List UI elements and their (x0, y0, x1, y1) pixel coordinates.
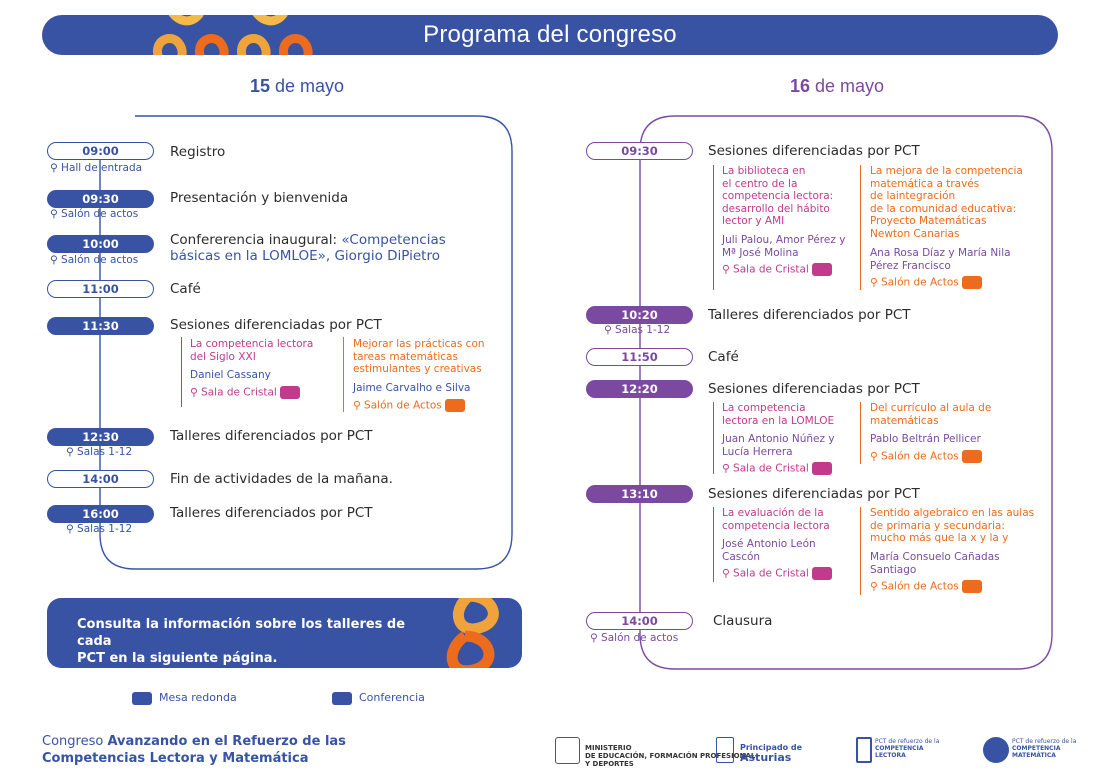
session-title-line: La competencia lectora (190, 338, 314, 350)
location-pin-icon: ⚲ (604, 324, 612, 336)
time-pill: 14:00 (47, 470, 154, 488)
time-pill: 16:00 (47, 505, 154, 523)
location-label (870, 276, 982, 289)
divider (713, 402, 714, 474)
session-title-line: de laintegración (870, 190, 956, 202)
session-title (870, 165, 1023, 240)
logo-line: PCT de refuerzo de la (875, 738, 940, 745)
session-title-line: matemática a través (870, 177, 980, 190)
location-label (50, 208, 138, 220)
round-table-icon (132, 692, 152, 705)
legend-label: Mesa redonda (159, 691, 237, 704)
divider (860, 165, 861, 290)
time-pill: 14:00 (586, 612, 693, 630)
event-title (170, 232, 446, 264)
location-pin-icon: ⚲ (870, 580, 878, 593)
time-pill: 09:30 (47, 190, 154, 208)
location-text: Salón de Actos (364, 399, 442, 412)
time-pill: 11:00 (47, 280, 154, 298)
session-title-line: estimulantes y creativas (353, 363, 482, 375)
session-author (870, 551, 1000, 576)
session-title (190, 338, 313, 363)
location-pin-icon: ⚲ (190, 386, 198, 399)
location-pin-icon: ⚲ (50, 208, 58, 220)
session-title-line: competencia lectora: (722, 190, 834, 202)
location-text: Salón de Actos (881, 580, 959, 593)
session-title-line: el centro de la (722, 177, 798, 190)
location-text: Salas 1-12 (77, 523, 133, 535)
session-title-line: La mejora de la competencia (870, 165, 1023, 177)
location-pin-icon: ⚲ (353, 399, 361, 412)
event-title: Sesiones diferenciadas por PCT (708, 486, 920, 502)
round-table-icon (812, 263, 832, 276)
cta-line: Consulta la información sobre los talleres de cada (77, 617, 406, 649)
location-text: Salón de actos (601, 632, 679, 644)
session-author: Pablo Beltrán Pellicer (870, 433, 981, 445)
asturias-crest-icon (716, 737, 734, 763)
logo-line: Asturias (740, 751, 792, 764)
divider (181, 337, 182, 407)
event-title-highlight: «Competencias (341, 232, 446, 248)
location-text: Salón de actos (61, 254, 139, 266)
location-label (353, 399, 465, 412)
conference-icon (445, 399, 465, 412)
session-author-line: Mª José Molina (722, 246, 799, 259)
logo-line: COMPETENCIA (875, 745, 924, 752)
location-text: Hall de entrada (61, 162, 143, 174)
event-title-highlight: básicas en la LOMLOE», Giorgio DiPietro (170, 248, 440, 264)
session-title-line: La evaluación de la (722, 507, 824, 519)
session-author-line: Santiago (870, 563, 917, 576)
divider (713, 507, 714, 582)
session-title-line: del Siglo XXI (190, 350, 256, 363)
session-title-line: mucho más que la x y la y (870, 532, 1009, 544)
event-title: Sesiones diferenciadas por PCT (708, 143, 920, 159)
session-author-line: María Consuelo Cañadas (870, 551, 1000, 563)
footer-prefix: Congreso (42, 734, 108, 749)
session-title (722, 402, 834, 427)
time-pill: 10:20 (586, 306, 693, 324)
location-label (50, 162, 142, 174)
cta-text (77, 616, 437, 667)
conference-icon (812, 567, 832, 580)
location-label (66, 446, 132, 458)
session-author-line: Ana Rosa Díaz y María Nila (870, 247, 1011, 259)
time-pill: 12:20 (586, 380, 693, 398)
location-pin-icon: ⚲ (66, 523, 74, 535)
location-pin-icon: ⚲ (722, 263, 730, 276)
event-title: Sesiones diferenciadas por PCT (708, 381, 920, 397)
session-title-line: de primaria y secundaria: (870, 519, 1005, 532)
day1-number: 15 (250, 76, 271, 96)
session-author-line: Lucía Herrera (722, 445, 793, 458)
session-author-line: Cascón (722, 550, 761, 563)
logo-line: Principado de (740, 743, 803, 752)
decorative-rings-icon (417, 598, 522, 668)
session-author: Jaime Carvalho e Silva (353, 382, 471, 394)
session-title-line: competencia lectora (722, 519, 830, 532)
logo-line: PCT de refuerzo de la (1012, 738, 1077, 745)
logo-line: Y DEPORTES (585, 760, 634, 768)
session-author: Daniel Cassany (190, 369, 271, 381)
session-title (722, 165, 833, 228)
session-author-line: José Antonio León (722, 538, 816, 550)
conference-icon (962, 276, 982, 289)
event-title: Sesiones diferenciadas por PCT (170, 317, 382, 333)
location-text: Salas 1-12 (615, 324, 671, 336)
logo-line: COMPETENCIA (1012, 745, 1061, 752)
conference-icon (962, 580, 982, 593)
session-title (722, 507, 830, 532)
time-pill: 09:30 (586, 142, 693, 160)
logo-line: DE EDUCACIÓN, FORMACIÓN PROFESIONAL (585, 752, 756, 760)
session-title-line: lectora en la LOMLOE (722, 414, 835, 427)
time-pill: 12:30 (47, 428, 154, 446)
event-title: Talleres diferenciados por PCT (708, 307, 911, 323)
day2-number: 16 (790, 76, 811, 96)
pct-matematica-logo-text (1012, 738, 1076, 759)
event-title: Registro (170, 144, 226, 160)
session-title-line: Mejorar las prácticas con (353, 338, 485, 350)
location-text: Salón de actos (61, 208, 139, 220)
location-text: Salón de Actos (881, 450, 959, 463)
session-title-line: La competencia (722, 402, 806, 414)
location-pin-icon: ⚲ (50, 254, 58, 266)
location-pin-icon: ⚲ (870, 450, 878, 463)
location-label (870, 450, 982, 463)
ministry-crest-icon (555, 737, 580, 764)
legend-round-table (132, 691, 237, 705)
session-title (870, 507, 1034, 545)
pct-lectora-logo-icon (856, 737, 872, 763)
event-title: Clausura (713, 613, 773, 629)
location-pin-icon: ⚲ (590, 632, 598, 644)
event-title: Fin de actividades de la mañana. (170, 471, 393, 487)
location-pin-icon: ⚲ (722, 462, 730, 475)
location-label (722, 462, 832, 475)
location-pin-icon: ⚲ (722, 567, 730, 580)
location-label (722, 567, 832, 580)
location-label (50, 254, 138, 266)
session-author (722, 234, 845, 259)
session-title (870, 402, 991, 427)
location-label (190, 386, 300, 399)
divider (343, 337, 344, 412)
location-text: Sala de Cristal (733, 462, 809, 475)
location-label (722, 263, 832, 276)
session-title-line: lector y AMI (722, 215, 785, 227)
location-label (604, 324, 670, 336)
session-title-line: tareas matemáticas (353, 350, 458, 363)
session-title-line: de la comunidad educativa: (870, 202, 1017, 215)
session-author-line: Pérez Francisco (870, 259, 951, 272)
logo-line: LECTORA (875, 752, 906, 759)
footer-bold: Competencias Lectora y Matemática (42, 751, 309, 766)
divider (860, 402, 861, 464)
time-pill: 11:30 (47, 317, 154, 335)
location-label (870, 580, 982, 593)
session-title-line: Sentido algebraico en las aulas (870, 507, 1035, 519)
event-title: Café (170, 281, 201, 297)
session-author (722, 433, 835, 458)
logo-line: MATEMÁTICA (1012, 752, 1056, 759)
congress-name (42, 733, 346, 767)
location-pin-icon: ⚲ (50, 162, 58, 174)
session-title-line: Del currículo al aula de (870, 402, 992, 414)
session-title-line: Newton Canarias (870, 227, 960, 240)
logo-line: MINISTERIO (585, 744, 632, 752)
event-title: Talleres diferenciados por PCT (170, 505, 373, 521)
day2-month: de mayo (810, 76, 885, 96)
time-pill: 11:50 (586, 348, 693, 366)
event-title: Presentación y bienvenida (170, 190, 349, 206)
pct-lectora-logo-text (875, 738, 939, 759)
time-pill: 09:00 (47, 142, 154, 160)
time-pill: 10:00 (47, 235, 154, 253)
location-text: Salón de Actos (881, 276, 959, 289)
pct-matematica-logo-icon (983, 737, 1009, 763)
session-title-line: desarrollo del hábito (722, 202, 830, 215)
legend-conference (332, 691, 425, 705)
session-title-line: La biblioteca en (722, 165, 806, 177)
event-title: Café (708, 349, 739, 365)
location-text: Sala de Cristal (733, 263, 809, 276)
asturias-logo-text (740, 743, 802, 764)
legend-label: Conferencia (359, 691, 425, 704)
location-text: Sala de Cristal (733, 567, 809, 580)
session-author (870, 247, 1011, 272)
session-title-line: matemáticas (870, 414, 939, 427)
day1-month: de mayo (270, 76, 345, 96)
location-text: Salas 1-12 (77, 446, 133, 458)
location-text: Sala de Cristal (201, 386, 277, 399)
divider (860, 507, 861, 595)
divider (713, 165, 714, 290)
location-pin-icon: ⚲ (870, 276, 878, 289)
page-title: Programa del congreso (423, 21, 677, 48)
time-pill: 13:10 (586, 485, 693, 503)
cta-line: PCT en la siguiente página. (77, 651, 278, 666)
session-author-line: Juli Palou, Amor Pérez y (722, 234, 846, 246)
conference-icon (962, 450, 982, 463)
conference-icon (332, 692, 352, 705)
footer-bold: Avanzando en el Refuerzo de las (107, 734, 346, 749)
session-author-line: Juan Antonio Núñez y (722, 433, 835, 445)
round-table-icon (812, 462, 832, 475)
location-label (66, 523, 132, 535)
event-title-part: Confererencia inaugural: (170, 232, 342, 248)
event-title: Talleres diferenciados por PCT (170, 428, 373, 444)
round-table-icon (280, 386, 300, 399)
location-pin-icon: ⚲ (66, 446, 74, 458)
location-label (590, 632, 678, 644)
session-author (722, 538, 816, 563)
session-title-line: Proyecto Matemáticas (870, 215, 987, 227)
session-title (353, 338, 485, 376)
workshops-info-banner (47, 598, 522, 668)
